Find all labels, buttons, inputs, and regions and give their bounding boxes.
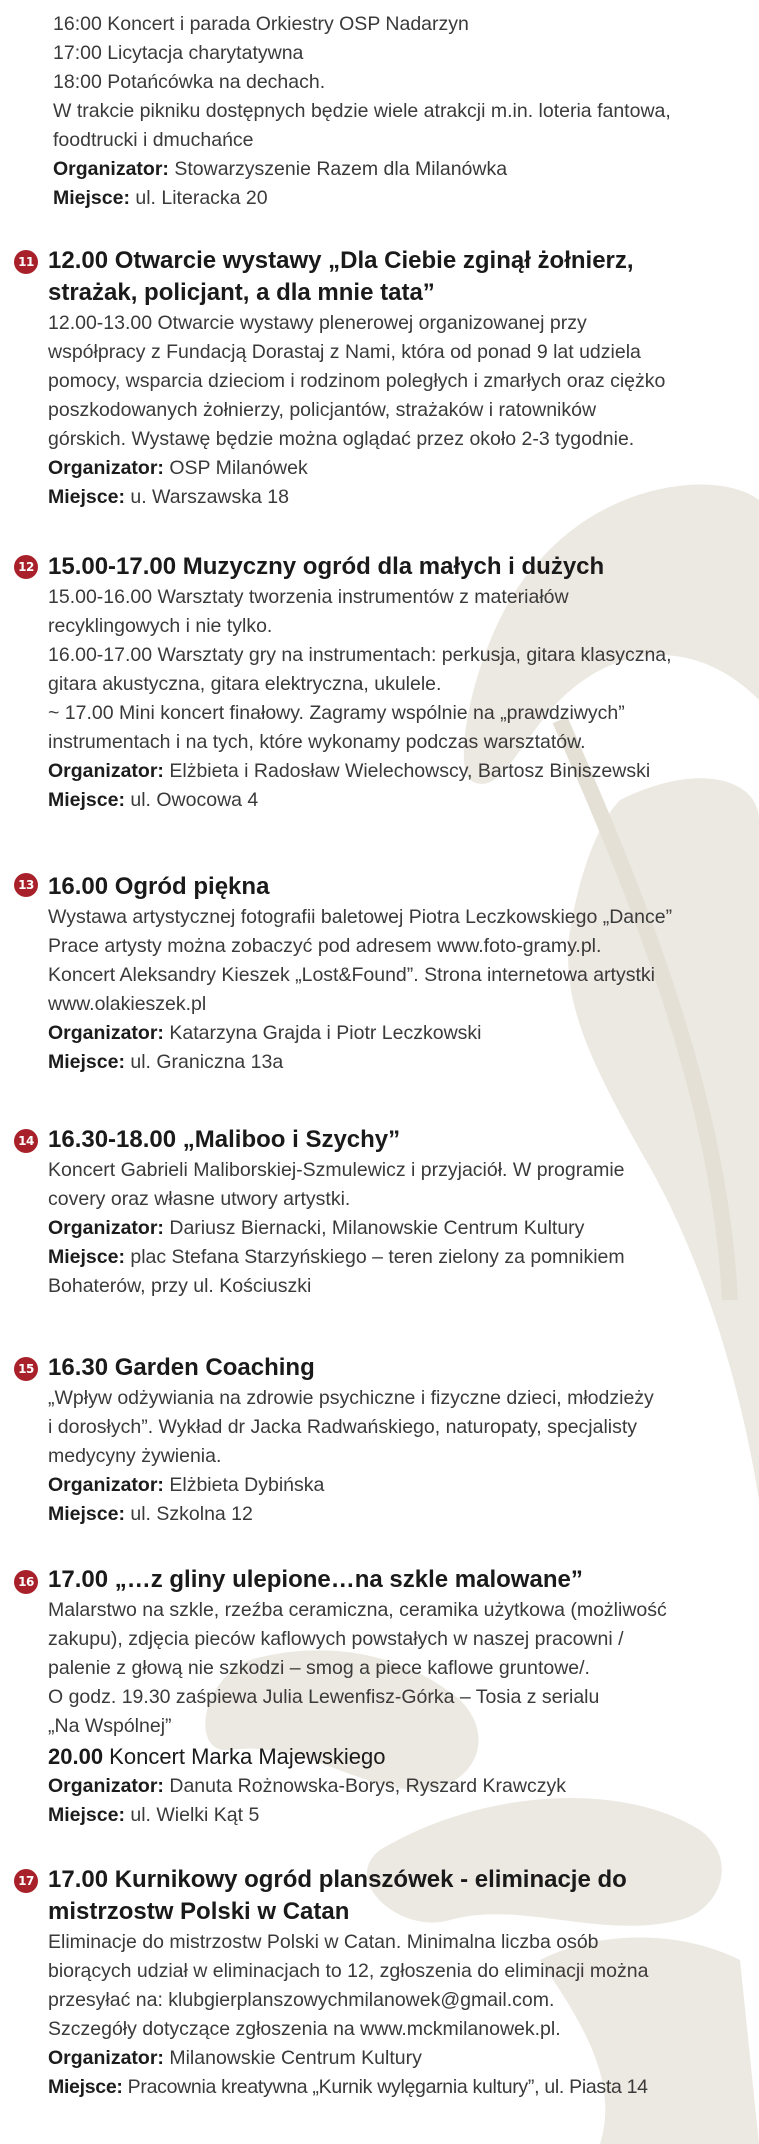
organizer-value: Elżbieta Dybińska <box>163 1474 325 1496</box>
place-label: Miejsce: <box>48 486 125 508</box>
description-line: „Na Wspólnej” <box>48 1715 172 1737</box>
description-line: przesyłać na: klubgierplanszowychmilanowek@gmail.com. <box>48 1989 555 2011</box>
description-line: palenie z głową nie szkodzi – smog a piece kaflowe gruntowe/. <box>48 1657 590 1679</box>
description-line: Koncert Aleksandry Kieszek „Lost&Found”. Strona internetowa artystki <box>48 964 655 986</box>
event-14 <box>0 1124 759 1301</box>
event-number-badge: 11 <box>14 250 38 274</box>
description-line: Eliminacje do mistrzostw Polski w Catan. Minimalna liczba osób <box>48 1931 599 1953</box>
place-value: ul. Literacka 20 <box>129 187 268 209</box>
place-line <box>48 483 759 512</box>
organizer-line <box>48 2044 759 2073</box>
organizer-label: Organizator: <box>48 1474 164 1496</box>
organizer-value: Stowarzyszenie Razem dla Milanówka <box>168 158 508 180</box>
organizer-line <box>48 1471 759 1500</box>
description-line: Prace artysty można zobaczyć pod adresem www.foto-gramy.pl. <box>48 935 602 957</box>
description-line: medycyny żywienia. <box>48 1445 222 1467</box>
description-line: i dorosłych”. Wykład dr Jacka Radwańskiego, naturopaty, specjalisty <box>48 1416 638 1438</box>
description-line: 15.00-16.00 Warsztaty tworzenia instrumentów z materiałów <box>48 586 569 608</box>
organizer-line <box>48 757 759 786</box>
event-description <box>48 309 759 512</box>
event-description <box>48 1384 759 1529</box>
event-title: 16.30-18.00 „Maliboo i Szychy” <box>48 1126 401 1153</box>
place-label: Miejsce: <box>53 187 130 209</box>
organizer-label: Organizator: <box>53 158 169 180</box>
organizer-label: Organizator: <box>48 1022 164 1044</box>
description-line: „Wpływ odżywiania na zdrowie psychiczne i fizyczne dzieci, młodzieży <box>48 1387 654 1409</box>
organizer-line <box>48 1772 759 1801</box>
event-title: 16.00 Ogród piękna <box>48 873 270 900</box>
organizer-label: Organizator: <box>48 760 164 782</box>
description-line: covery oraz własne utwory artystki. <box>48 1188 351 1210</box>
event-title: 12.00 Otwarcie wystawy „Dla Ciebie zginął żołnierz, <box>48 247 634 274</box>
event-number-badge: 15 <box>14 1357 38 1381</box>
place-line-continued: Bohaterów, przy ul. Kościuszki <box>48 1275 312 1297</box>
description-line: Malarstwo na szkle, rzeźba ceramiczna, ceramika użytkowa (możliwość <box>48 1599 667 1621</box>
schedule-line: 18:00 Potańcówka na dechach. <box>53 71 326 93</box>
place-label: Miejsce: <box>48 1246 125 1268</box>
schedule-line: 17:00 Licytacja charytatywna <box>53 42 304 64</box>
description-line: 12.00-13.00 Otwarcie wystawy plenerowej organizowanej przy <box>48 312 587 334</box>
organizer-label: Organizator: <box>48 2047 164 2069</box>
description-line: Szczegóły dotyczące zgłoszenia na www.mckmilanowek.pl. <box>48 2018 561 2040</box>
place-value: plac Stefana Starzyńskiego – teren zielony za pomnikiem <box>124 1246 625 1268</box>
description-line: Wystawa artystycznej fotografii baletowej Piotra Leczkowskiego „Dance” <box>48 906 673 928</box>
description-line: Koncert Gabrieli Maliborskiej-Szmulewicz i przyjaciół. W programie <box>48 1159 625 1181</box>
place-value: u. Warszawska 18 <box>124 486 289 508</box>
description-line: ~ 17.00 Mini koncert finałowy. Zagramy wspólnie na „prawdziwych” <box>48 702 625 724</box>
event-15 <box>0 1352 759 1529</box>
description-line: 16.00-17.00 Warsztaty gry na instrumentach: perkusja, gitara klasyczna, <box>48 644 672 666</box>
description-line: poszkodowanych żołnierzy, policjantów, strażaków i ratowników <box>48 399 597 421</box>
event-title: mistrzostw Polski w Catan <box>48 1898 350 1925</box>
description-line: pomocy, wsparcia dzieciom i rodzinom poległych i zmarłych oraz ciężko <box>48 370 666 392</box>
place-line <box>48 1500 759 1529</box>
place-label: Miejsce: <box>48 1503 125 1525</box>
event-11 <box>0 245 759 512</box>
organizer-value: Katarzyna Grajda i Piotr Leczkowski <box>163 1022 482 1044</box>
place-line <box>48 2073 759 2102</box>
organizer-label: Organizator: <box>48 457 164 479</box>
place-line <box>48 1243 759 1272</box>
event-number-badge: 12 <box>14 555 38 579</box>
event-13 <box>0 871 759 1077</box>
schedule-line: 16:00 Koncert i parada Orkiestry OSP Nadarzyn <box>53 13 469 35</box>
description-line: współpracy z Fundacją Dorastaj z Nami, która od ponad 9 lat udziela <box>48 341 641 363</box>
event-number-badge: 17 <box>14 1869 38 1893</box>
description-line: gitara akustyczna, gitara elektryczna, ukulele. <box>48 673 442 695</box>
description-line: recyklingowych i nie tylko. <box>48 615 273 637</box>
organizer-value: Elżbieta i Radosław Wielechowscy, Bartosz Biniszewski <box>163 760 651 782</box>
concert-title: Koncert Marka Majewskiego <box>103 1744 386 1769</box>
event-title: 17.00 Kurnikowy ogród planszówek - eliminacje do <box>48 1866 627 1893</box>
concert-time: 20.00 <box>48 1744 104 1769</box>
event-description <box>48 1156 759 1301</box>
organizer-value: Dariusz Biernacki, Milanowskie Centrum Kultury <box>163 1217 585 1239</box>
organizer-label: Organizator: <box>48 1775 164 1797</box>
organizer-value: OSP Milanówek <box>163 457 308 479</box>
organizer-label: Organizator: <box>48 1217 164 1239</box>
place-value: ul. Owocowa 4 <box>124 789 259 811</box>
organizer-line <box>48 1214 759 1243</box>
place-label: Miejsce: <box>48 1051 125 1073</box>
place-value: ul. Szkolna 12 <box>124 1503 253 1525</box>
place-label: Miejsce: <box>48 2076 123 2098</box>
place-value: ul. Wielki Kąt 5 <box>124 1804 260 1826</box>
place-value: ul. Graniczna 13a <box>124 1051 284 1073</box>
description-line: górskich. Wystawę będzie można oglądać przez około 2-3 tygodnie. <box>48 428 635 450</box>
place-line <box>48 786 759 815</box>
concert-line <box>48 1741 759 1772</box>
place-value: Pracownia kreatywna „Kurnik wylęgarnia kultury”, ul. Piasta 14 <box>122 2076 648 2098</box>
event-number-badge: 14 <box>14 1129 38 1153</box>
description-line: W trakcie pikniku dostępnych będzie wiele atrakcji m.in. loteria fantowa, <box>53 100 671 122</box>
organizer-value: Milanowskie Centrum Kultury <box>163 2047 422 2069</box>
event-description <box>48 583 759 815</box>
organizer-line <box>53 155 753 184</box>
event-title: 16.30 Garden Coaching <box>48 1354 315 1381</box>
place-label: Miejsce: <box>48 789 125 811</box>
event-title: 15.00-17.00 Muzyczny ogród dla małych i dużych <box>48 553 605 580</box>
description-line: foodtrucki i dmuchańce <box>53 129 254 151</box>
intro-block <box>53 10 753 213</box>
description-line: O godz. 19.30 zaśpiewa Julia Lewenfisz-Górka – Tosia z serialu <box>48 1686 600 1708</box>
event-number-badge: 13 <box>14 873 38 897</box>
description-line: www.olakieszek.pl <box>48 993 207 1015</box>
event-title: strażak, policjant, a dla mnie tata” <box>48 279 435 306</box>
event-17 <box>0 1864 759 2102</box>
event-12 <box>0 551 759 815</box>
place-line <box>48 1801 759 1830</box>
place-label: Miejsce: <box>48 1804 125 1826</box>
organizer-value: Danuta Rożnowska-Borys, Ryszard Krawczyk <box>163 1775 566 1797</box>
organizer-line <box>48 454 759 483</box>
place-line <box>48 1048 759 1077</box>
description-line: zakupu), zdjęcia pieców kaflowych powstałych w naszej pracowni / <box>48 1628 624 1650</box>
description-line: biorących udział w eliminacjach to 12, zgłoszenia do eliminacji można <box>48 1960 649 1982</box>
event-description <box>48 1928 759 2102</box>
organizer-line <box>48 1019 759 1048</box>
event-description <box>48 903 759 1077</box>
event-number-badge: 16 <box>14 1570 38 1594</box>
event-title: 17.00 „…z gliny ulepione…na szkle malowane” <box>48 1566 583 1593</box>
place-line <box>53 184 753 213</box>
event-description <box>48 1596 759 1830</box>
event-16 <box>0 1564 759 1830</box>
description-line: instrumentach i na tych, które wykonamy podczas warsztatów. <box>48 731 586 753</box>
